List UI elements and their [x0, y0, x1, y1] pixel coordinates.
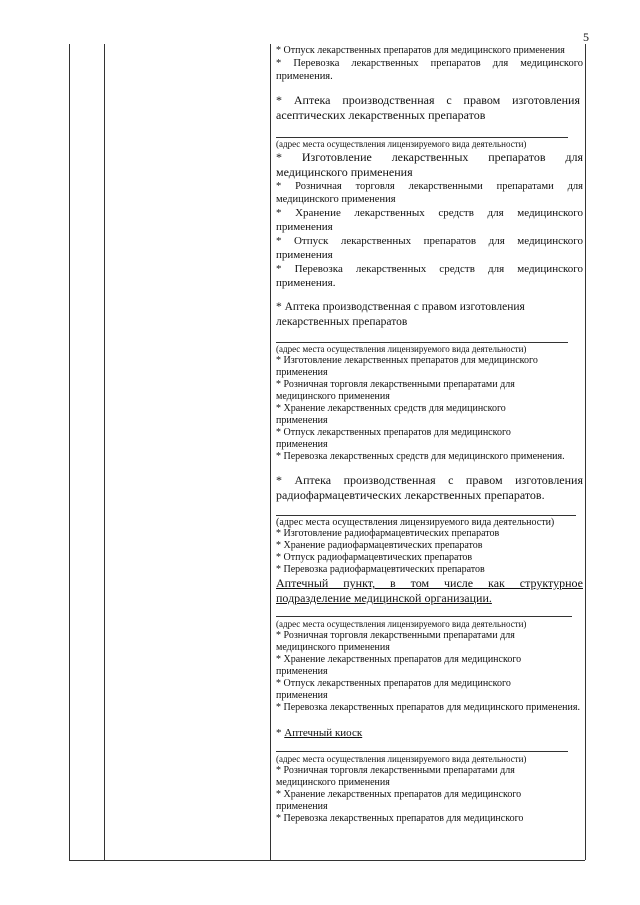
table-border-col2	[104, 44, 105, 860]
section-title: Аптечный пункт, в том числе как структурное подразделение медицинской организации.	[276, 576, 583, 605]
table-border-left	[69, 44, 70, 860]
section-title	[276, 726, 583, 741]
table-border-bottom	[69, 860, 585, 861]
section-1	[276, 45, 583, 83]
list-item: * Хранение лекарственных средств для медицинского применения	[276, 403, 506, 426]
section-title-prefix: *	[276, 727, 285, 739]
list-item: * Хранение радиофармацевтических препаратов	[276, 540, 483, 551]
list-item: * Перевозка лекарственных препаратов для медицинского применения.	[276, 58, 583, 82]
list-item: * Хранение лекарственных средств для медицинского применения	[276, 207, 583, 233]
address-caption: (адрес места осуществления лицензируемого вида деятельности)	[276, 619, 527, 629]
table-border-right	[585, 44, 586, 860]
list-item: * Перевозка лекарственных средств для медицинского применения.	[276, 263, 583, 289]
section-3	[276, 300, 583, 463]
list-item: * Отпуск лекарственных препаратов для медицинского применения	[276, 235, 583, 261]
address-line	[276, 751, 568, 752]
address-caption: (адрес места осуществления лицензируемого вида деятельности)	[276, 344, 527, 354]
address-caption: (адрес места осуществления лицензируемого вида деятельности)	[276, 139, 527, 149]
list-item: * Отпуск лекарственных препаратов для медицинского применения	[276, 427, 511, 450]
list-item: * Розничная торговля лекарственными препаратами для медицинского применения	[276, 379, 515, 402]
list-item: * Перевозка лекарственных средств для медицинского применения.	[276, 451, 565, 462]
license-activities-column	[276, 45, 583, 825]
address-line	[276, 137, 568, 138]
section-4	[276, 473, 583, 576]
list-item: * Изготовление лекарственных препаратов для медицинского применения	[276, 150, 583, 179]
section-title: * Аптека производственная с правом изготовления лекарственных препаратов	[276, 301, 525, 328]
list-item: * Хранение лекарственных препаратов для медицинского применения	[276, 789, 522, 812]
list-item: * Отпуск радиофармацевтических препаратов	[276, 552, 473, 563]
section-title: * Аптека производственная с правом изготовления асептических лекарственных препаратов	[276, 93, 580, 122]
list-item: * Отпуск лекарственных препаратов для медицинского применения	[276, 678, 511, 701]
section-title: * Аптека производственная с правом изготовления радиофармацевтических лекарственных препаратов.	[276, 473, 583, 502]
list-item: * Перевозка лекарственных препаратов для медицинского	[276, 813, 524, 824]
section-6	[276, 726, 583, 825]
list-item: * Хранение лекарственных препаратов для медицинского применения	[276, 654, 522, 677]
address-caption: (адрес места осуществления лицензируемого вида деятельности)	[276, 517, 555, 528]
table-border-col3	[270, 44, 271, 860]
address-line	[276, 515, 576, 516]
page-number: 5	[583, 30, 589, 44]
section-2	[276, 93, 583, 290]
list-item: * Изготовление лекарственных препаратов для медицинского применения	[276, 355, 538, 378]
address-line	[276, 342, 568, 343]
address-caption: (адрес места осуществления лицензируемого вида деятельности)	[276, 754, 527, 764]
section-5	[276, 576, 583, 714]
list-item: * Розничная торговля лекарственными препаратами для медицинского применения	[276, 630, 515, 653]
address-line	[276, 616, 572, 617]
list-item: * Изготовление радиофармацевтических препаратов	[276, 528, 500, 539]
list-item: * Розничная торговля лекарственными препаратами для медицинского применения	[276, 181, 583, 205]
list-item: * Отпуск лекарственных препаратов для медицинского применения	[276, 45, 565, 56]
list-item: * Розничная торговля лекарственными препаратами для медицинского применения	[276, 765, 515, 788]
list-item: * Перевозка лекарственных препаратов для медицинского применения.	[276, 702, 580, 713]
section-title-text: Аптечный киоск	[284, 727, 363, 739]
list-item: * Перевозка радиофармацевтических препаратов	[276, 564, 485, 575]
